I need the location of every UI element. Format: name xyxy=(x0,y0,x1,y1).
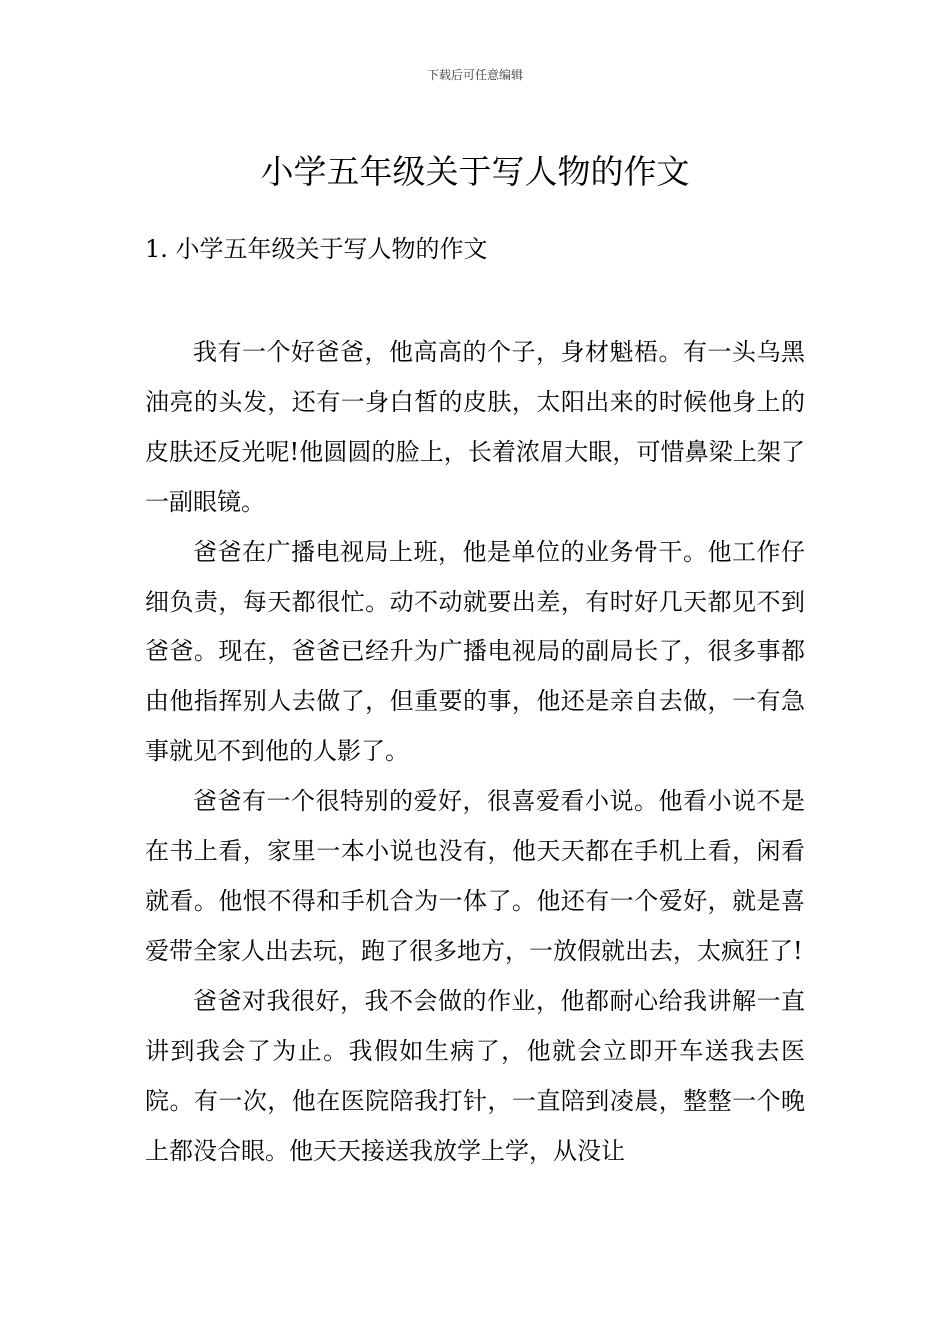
paragraph-1: 我有一个好爸爸，他高高的个子，身材魁梧。有一头乌黑油亮的头发，还有一身白皙的皮肤，太阳出来的时候他身上的皮肤还反光呢!他圆圆的脸上，长着浓眉大眼，可惜鼻梁上架了一副眼镜。 xyxy=(145,338,805,516)
paragraph-4: 爸爸对我很好，我不会做的作业，他都耐心给我讲解一直讲到我会了为止。我假如生病了，他就会立即开车送我去医院。有一次，他在医院陪我打针，一直陪到凌晨，整整一个晚上都没合眼。他天天接送我放学上学，从没让 xyxy=(145,986,805,1165)
document-title: 小学五年级关于写人物的作文 xyxy=(260,152,690,192)
body-text xyxy=(145,328,805,1176)
section-heading: 1. 小学五年级关于写人物的作文 xyxy=(145,235,488,263)
header-note: 下载后可任意编辑 xyxy=(426,68,523,82)
paragraph-2: 爸爸在广播电视局上班，他是单位的业务骨干。他工作仔细负责，每天都很忙。动不动就要出差，有时好几天都见不到爸爸。现在，爸爸已经升为广播电视局的副局长了，很多事都由他指挥别人去做了，但重要的事，他还是亲自去做，一有急事就见不到他的人影了。 xyxy=(145,537,805,766)
paragraph-3: 爸爸有一个很特别的爱好，很喜爱看小说。他看小说不是在书上看，家里一本小说也没有，他天天都在手机上看，闲看就看。他恨不得和手机合为一体了。他还有一个爱好，就是喜爱带全家人出去玩，跑了很多地方，一放假就出去，太疯狂了! xyxy=(145,787,805,965)
